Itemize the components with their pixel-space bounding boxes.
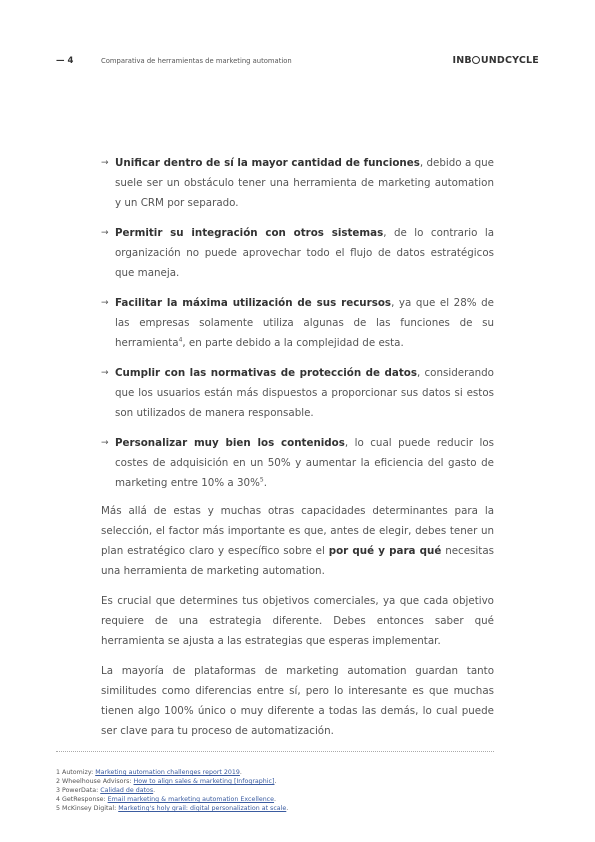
logo-text-right: UNDCYCLE bbox=[480, 55, 539, 66]
footnote-suffix: . bbox=[153, 787, 156, 794]
footnote bbox=[56, 777, 496, 786]
footnote-link[interactable]: Calidad de datos bbox=[100, 787, 154, 794]
footnote bbox=[56, 795, 496, 804]
arrow-icon: → bbox=[101, 438, 109, 448]
bullet-text: , de lo contrario la organización no puede aprovechar todo el flujo de datos estratégicos que maneja. bbox=[115, 227, 494, 279]
bullet-text: , debido a que suele ser un obstáculo tener una herramienta de marketing automation y un CRM por separado. bbox=[115, 157, 494, 209]
page-number: — 4 bbox=[56, 56, 74, 66]
paragraph-text: Es crucial que determines tus objetivos comerciales, ya que cada objetivo requiere de una estrategia diferente. Debes entonces saber qué herramienta se ajusta a las estrategias que esperas implementar. bbox=[101, 595, 494, 647]
footnote-ref: 4 bbox=[178, 336, 183, 344]
footnote-link[interactable]: Marketing's holy grail: digital personalization at scale bbox=[118, 805, 287, 812]
bullet-item bbox=[101, 153, 494, 213]
footnote-link[interactable]: Email marketing & marketing automation Excellence bbox=[107, 796, 275, 803]
bullet-text-after: , en parte debido a la complejidad de esta. bbox=[182, 337, 404, 349]
body-paragraph bbox=[101, 501, 494, 581]
inboundcycle-logo bbox=[452, 55, 539, 66]
bullet-bold: Facilitar la máxima utilización de sus recursos bbox=[115, 297, 392, 309]
footnote-source: 2 Wheelhouse Advisors: bbox=[56, 778, 134, 785]
footnote-divider bbox=[56, 751, 494, 752]
bullet-item bbox=[101, 363, 494, 423]
page-header bbox=[56, 56, 539, 70]
footnote-suffix: . bbox=[274, 796, 277, 803]
footnote-link[interactable]: Marketing automation challenges report 2019 bbox=[95, 769, 240, 776]
bullet-text: , considerando que los usuarios están más dispuestos a proporcionar sus datos si estos son utilizados de manera responsable. bbox=[115, 367, 494, 419]
bullet-item bbox=[101, 223, 494, 283]
footnote-source: 1 Automizy: bbox=[56, 769, 96, 776]
footnote-source: 5 McKinsey Digital: bbox=[56, 805, 119, 812]
footnote bbox=[56, 804, 496, 813]
bullet-bold: Permitir su integración con otros sistemas bbox=[115, 227, 384, 239]
bullet-text-after: . bbox=[263, 477, 267, 489]
main-content bbox=[101, 153, 494, 751]
footnote bbox=[56, 786, 496, 795]
arrow-icon: → bbox=[101, 228, 109, 238]
footnote-suffix: . bbox=[274, 778, 277, 785]
bullet-item bbox=[101, 293, 494, 353]
document-title: Comparativa de herramientas de marketing automation bbox=[101, 57, 292, 65]
paragraph-text: La mayoría de plataformas de marketing automation guardan tanto similitudes como diferencias entre sí, pero lo interesante es que muchas tienen algo 100% único o muy diferente a todas las demás, lo cual puede ser clave para tu proceso de automatización. bbox=[101, 665, 494, 737]
footnote-ref: 5 bbox=[259, 476, 264, 484]
footnote-link[interactable]: How to align sales & marketing [Infographic] bbox=[133, 778, 275, 785]
footnotes bbox=[56, 768, 496, 813]
paragraph-bold: por qué y para qué bbox=[328, 545, 442, 557]
body-paragraph bbox=[101, 591, 494, 651]
bullet-text: , ya que el 28% de las empresas solamente utiliza algunas de las funciones de su herramienta bbox=[115, 297, 494, 349]
bullet-bold: Unificar dentro de sí la mayor cantidad de funciones bbox=[115, 157, 420, 169]
bullet-bold: Personalizar muy bien los contenidos bbox=[115, 437, 345, 449]
paragraph-text: Más allá de estas y muchas otras capacidades determinantes para la selección, el factor más importante es que, antes de elegir, debes tener un plan estratégico claro y específico sobre el bbox=[101, 505, 494, 557]
logo-o-icon bbox=[472, 56, 480, 64]
footnote-suffix: . bbox=[286, 805, 289, 812]
arrow-icon: → bbox=[101, 298, 109, 308]
body-paragraph bbox=[101, 661, 494, 741]
paragraph-text-after: necesitas una herramienta de marketing automation. bbox=[101, 545, 494, 577]
footnote bbox=[56, 768, 496, 777]
footnote-source: 3 PowerData: bbox=[56, 787, 101, 794]
footnote-source: 4 GetResponse: bbox=[56, 796, 108, 803]
bullet-bold: Cumplir con las normativas de protección de datos bbox=[115, 367, 418, 379]
bullet-item bbox=[101, 433, 494, 493]
arrow-icon: → bbox=[101, 368, 109, 378]
bullet-text: , lo cual puede reducir los costes de adquisición en un 50% y aumentar la eficiencia del gasto de marketing entre 10% a 30% bbox=[115, 437, 494, 489]
arrow-icon: → bbox=[101, 158, 109, 168]
footnote-suffix: . bbox=[239, 769, 242, 776]
logo-text-left: INB bbox=[452, 55, 472, 66]
